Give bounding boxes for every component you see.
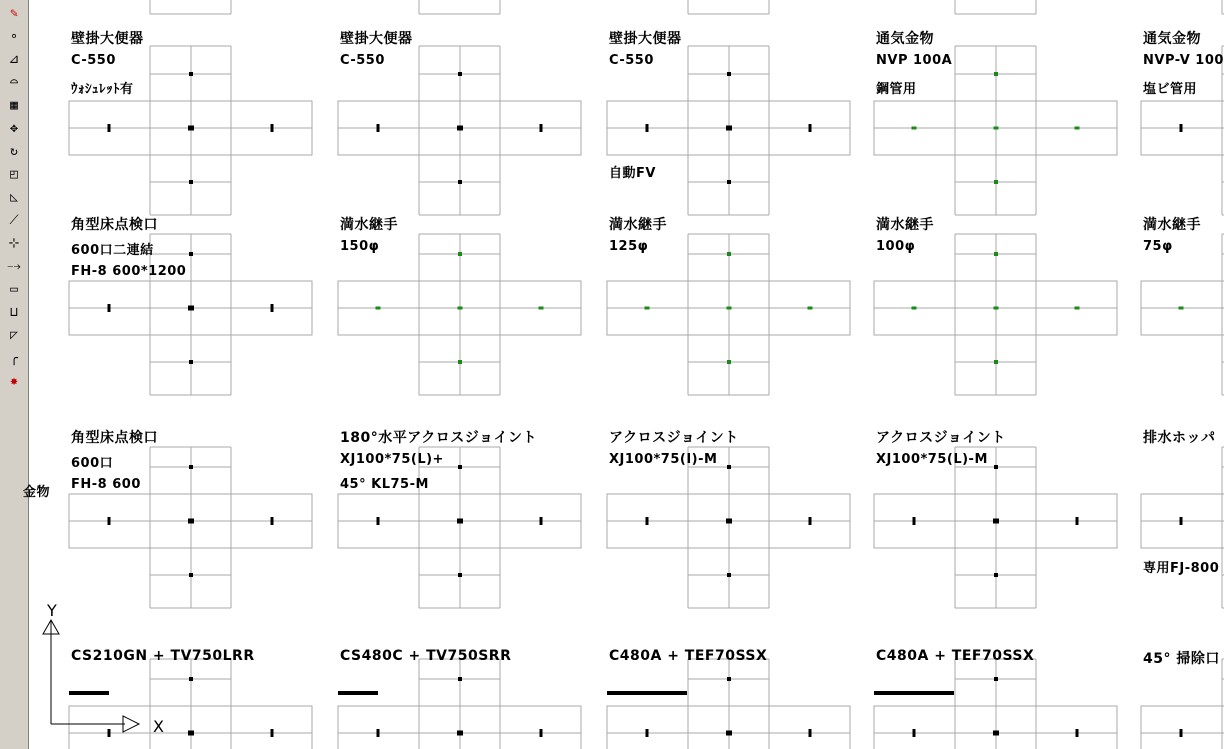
chamfer-icon[interactable]: ◸ — [10, 327, 18, 343]
symbol-label: 角型床点検口 — [71, 430, 158, 446]
symbol-label: 塩ビ管用 — [1143, 82, 1198, 97]
trim-icon[interactable]: ⊹ — [8, 235, 20, 251]
symbol-label: 壁掛大便器 — [609, 31, 682, 47]
symbol-label: 75φ — [1143, 239, 1173, 254]
mirror-icon[interactable]: ⊿ — [8, 51, 20, 67]
symbol-label: 通気金物 — [1143, 31, 1201, 47]
rotate-icon[interactable]: ↻ — [10, 143, 18, 159]
extend-icon[interactable]: ⤍ — [7, 258, 21, 274]
symbol-label: 満水継手 — [609, 217, 667, 233]
symbol-label: 100φ — [876, 239, 916, 254]
symbol-label: アクロスジョイント — [876, 430, 1006, 446]
symbol-label: 鋼管用 — [876, 82, 917, 97]
symbol-label: 満水継手 — [340, 217, 398, 233]
symbol-note: 自動FV — [609, 166, 656, 181]
symbol-label: 125φ — [609, 239, 649, 254]
symbol-label: XJ100*75(L)+ — [340, 452, 444, 467]
symbol-label: NVP-V 100 — [1143, 53, 1224, 68]
symbol-label: 排水ホッパ — [1143, 430, 1216, 446]
ucs-x-label: X — [153, 717, 164, 736]
symbol-label: 壁掛大便器 — [71, 31, 144, 47]
symbol-label: 45° 掃除口 — [1143, 651, 1220, 667]
symbol-label: FH-8 600 — [71, 477, 141, 492]
symbol-label: NVP 100A — [876, 53, 953, 68]
symbol-label: C480A + TEF70SSX — [876, 648, 1035, 664]
symbol-label: C480A + TEF70SSX — [609, 648, 768, 664]
offset-icon[interactable]: ⌓ — [10, 74, 18, 90]
symbol-note: 金物 — [23, 485, 51, 500]
symbol-label: XJ100*75(L)-M — [876, 452, 988, 467]
symbol-label: 600口 — [71, 456, 114, 471]
stretch-icon[interactable]: ◺ — [10, 189, 18, 205]
symbol-label: XJ100*75(I)-M — [609, 452, 718, 467]
break-icon[interactable]: ▭ — [10, 281, 18, 297]
fillet-icon[interactable]: ╭ — [10, 350, 18, 366]
copy-circles-icon[interactable]: ∘ — [10, 28, 18, 44]
explode-icon[interactable]: ✸ — [10, 373, 18, 389]
ucs-icon — [29, 0, 1209, 749]
symbol-label: 180°水平アクロスジョイント — [340, 430, 538, 446]
symbol-label: アクロスジョイント — [609, 430, 739, 446]
symbol-label: C-550 — [609, 53, 654, 68]
symbol-label: 角型床点検口 — [71, 217, 158, 233]
symbol-label: 満水継手 — [1143, 217, 1201, 233]
symbol-label: FH-8 600*1200 — [71, 264, 187, 279]
scale-icon[interactable]: ◰ — [10, 166, 18, 182]
symbol-label: CS480C + TV750SRR — [340, 648, 512, 664]
symbol-label: 満水継手 — [876, 217, 934, 233]
lengthen-icon[interactable]: ⟋ — [9, 212, 19, 228]
symbol-label: ｳｫｼｭﾚｯﾄ有 — [71, 82, 134, 97]
array-icon[interactable]: ▦ — [10, 97, 18, 113]
pen-icon[interactable]: ✎ — [10, 5, 18, 21]
drawing-canvas[interactable] — [23, 0, 1224, 749]
join-icon[interactable]: ⊔ — [10, 304, 18, 320]
symbol-label: 45° KL75-M — [340, 477, 429, 492]
symbol-label: CS210GN + TV750LRR — [71, 648, 255, 664]
move-icon[interactable]: ✥ — [10, 120, 18, 136]
symbol-label: 600口二連結 — [71, 243, 154, 258]
symbol-label: C-550 — [71, 53, 116, 68]
symbol-label: 通気金物 — [876, 31, 934, 47]
symbol-label: 150φ — [340, 239, 380, 254]
symbol-note: 専用FJ-800 — [1143, 561, 1220, 576]
ucs-y-label: Y — [47, 601, 57, 620]
modify-toolbar — [0, 0, 29, 749]
symbol-label: 壁掛大便器 — [340, 31, 413, 47]
symbol-label: C-550 — [340, 53, 385, 68]
